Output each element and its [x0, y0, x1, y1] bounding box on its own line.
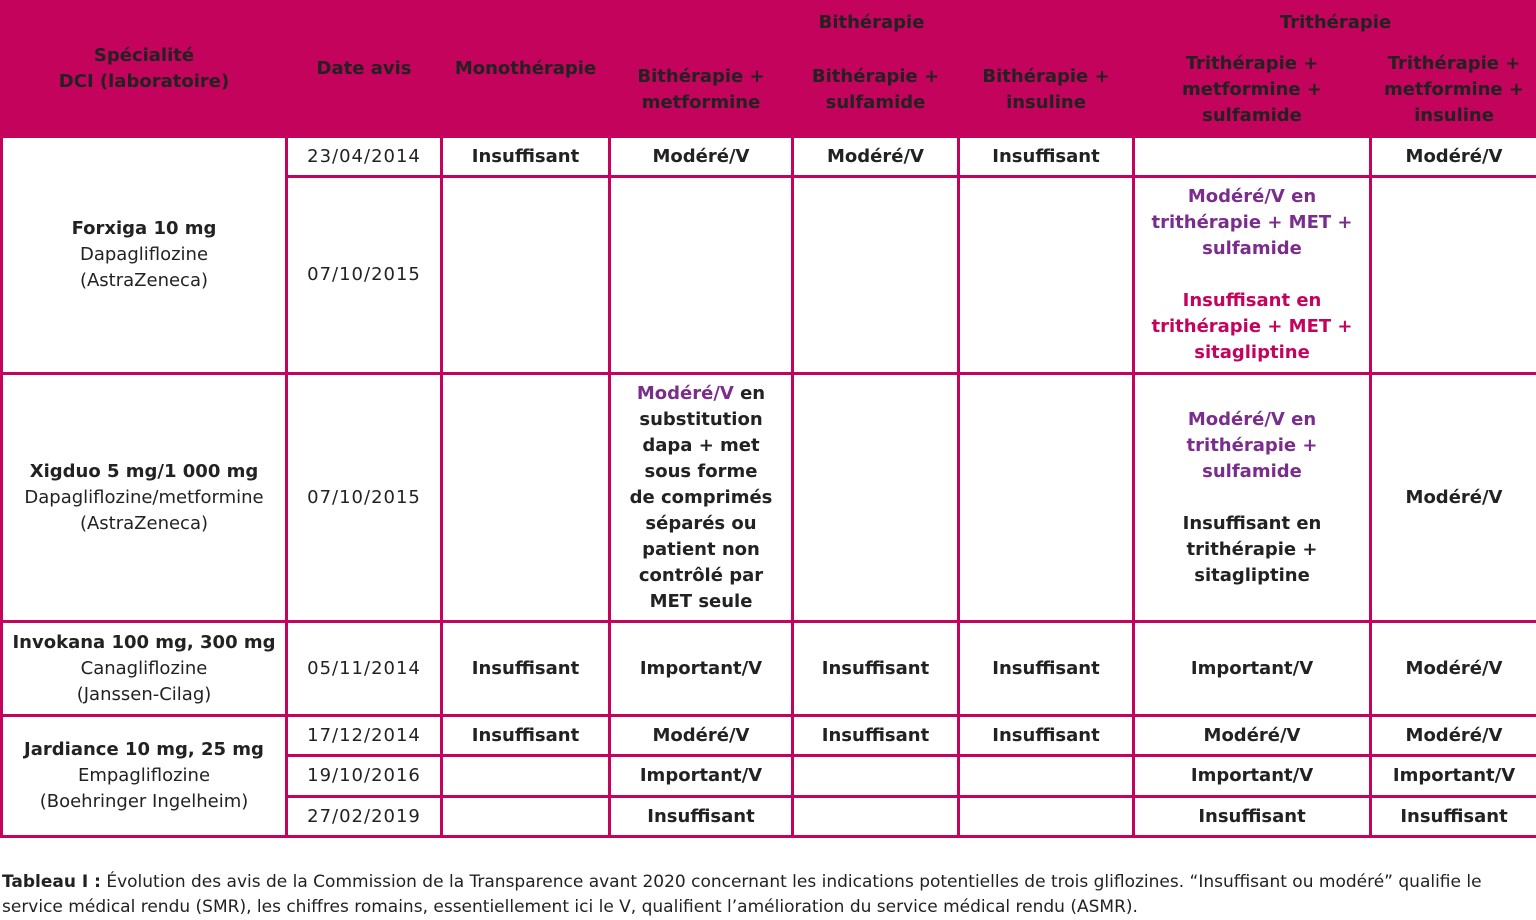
header-date: Date avis	[287, 2, 442, 137]
cell-tri-met-sulf: Modéré/V	[1134, 716, 1371, 756]
cell-bi-ins: Insuffisant	[959, 622, 1134, 716]
date-cell: 27/02/2019	[287, 797, 442, 837]
cell-bi-sulf: Insuffisant	[793, 622, 959, 716]
cell-bi-sulf	[793, 374, 959, 622]
caption-label: Tableau I :	[2, 872, 101, 892]
cell-tri-met-ins	[1371, 177, 1536, 374]
cell-tri-met-ins: Modéré/V	[1371, 622, 1536, 716]
drug-jardiance: Jardiance 10 mg, 25 mg Empagliflozine (Boehringer Ingelheim)	[2, 716, 287, 837]
cell-mono: Insuffisant	[442, 137, 610, 177]
cell-bi-met: Important/V	[610, 622, 793, 716]
table-row	[2, 716, 1536, 756]
cell-bi-met: Modéré/V	[610, 716, 793, 756]
header-monotherapie: Monothérapie	[442, 2, 610, 137]
header-bi-metformine: Bithérapie + metformine	[610, 44, 793, 137]
cell-mono	[442, 797, 610, 837]
header-bi-sulfamide: Bithérapie + sulfamide	[793, 44, 959, 137]
cell-bi-ins: Insuffisant	[959, 137, 1134, 177]
cell-tri-met-sulf: Important/V	[1134, 756, 1371, 797]
cell-bi-sulf	[793, 797, 959, 837]
cell-bi-ins	[959, 177, 1134, 374]
cell-bi-sulf	[793, 756, 959, 797]
cell-tri-met-sulf: Modéré/V en trithérapie + sulfamide Insuffisant en trithérapie + sitagliptine	[1134, 374, 1371, 622]
cell-tri-met-sulf	[1134, 137, 1371, 177]
cell-mono: Insuffisant	[442, 716, 610, 756]
cell-bi-met: Modéré/V en substitution dapa + met sous forme de comprimés séparés ou patient non contrôlé par MET seule	[610, 374, 793, 622]
date-cell: 05/11/2014	[287, 622, 442, 716]
cell-bi-met: Important/V	[610, 756, 793, 797]
cell-bi-sulf: Insuffisant	[793, 716, 959, 756]
cell-bi-sulf: Modéré/V	[793, 137, 959, 177]
date-cell: 07/10/2015	[287, 374, 442, 622]
table-row	[2, 622, 1536, 716]
cell-bi-ins	[959, 797, 1134, 837]
cell-bi-ins	[959, 374, 1134, 622]
caption-text: Évolution des avis de la Commission de la Transparence avant 2020 concernant les indications potentielles de trois gliflozines. “Insuffisant ou modéré” qualifie le service médical rendu (SMR), les chiffres romains, essentiellement ici le V, qualifient l’amélioration du service médical rendu (ASMR).	[2, 872, 1482, 917]
cell-bi-ins: Insuffisant	[959, 716, 1134, 756]
cell-bi-ins	[959, 756, 1134, 797]
table-caption	[2, 870, 1532, 920]
date-cell: 19/10/2016	[287, 756, 442, 797]
cell-bi-met: Modéré/V	[610, 137, 793, 177]
cell-tri-met-ins: Modéré/V	[1371, 374, 1536, 622]
cell-tri-met-ins: Modéré/V	[1371, 137, 1536, 177]
drug-invokana: Invokana 100 mg, 300 mg Canagliflozine (Janssen-Cilag)	[2, 622, 287, 716]
cell-tri-met-sulf: Insuffisant	[1134, 797, 1371, 837]
cell-tri-met-sulf: Important/V	[1134, 622, 1371, 716]
header-tritherapie-group: Trithérapie	[1134, 2, 1536, 44]
header-tri-met-sulfamide: Trithérapie + metformine + sulfamide	[1134, 44, 1371, 137]
cell-bi-met	[610, 177, 793, 374]
drug-forxiga: Forxiga 10 mg Dapagliflozine (AstraZeneca)	[2, 137, 287, 374]
cell-mono: Insuffisant	[442, 622, 610, 716]
date-cell: 23/04/2014	[287, 137, 442, 177]
date-cell: 17/12/2014	[287, 716, 442, 756]
header-bi-insuline: Bithérapie + insuline	[959, 44, 1134, 137]
cell-bi-met: Insuffisant	[610, 797, 793, 837]
cell-bi-sulf	[793, 177, 959, 374]
cell-tri-met-ins: Important/V	[1371, 756, 1536, 797]
drug-xigduo: Xigduo 5 mg/1 000 mg Dapagliflozine/metformine (AstraZeneca)	[2, 374, 287, 622]
cell-tri-met-ins: Modéré/V	[1371, 716, 1536, 756]
cell-tri-met-sulf: Modéré/V en trithérapie + MET + sulfamide Insuffisant en trithérapie + MET + sitagliptine	[1134, 177, 1371, 374]
cell-mono	[442, 177, 610, 374]
cell-tri-met-ins: Insuffisant	[1371, 797, 1536, 837]
cell-mono	[442, 756, 610, 797]
header-specialite: Spécialité DCI (laboratoire)	[2, 2, 287, 137]
table-row	[2, 137, 1536, 177]
date-cell: 07/10/2015	[287, 177, 442, 374]
header-bitherapie-group: Bithérapie	[610, 2, 1134, 44]
cell-mono	[442, 374, 610, 622]
table-row	[2, 374, 1536, 622]
header-tri-met-insuline: Trithérapie + metformine + insuline	[1371, 44, 1536, 137]
